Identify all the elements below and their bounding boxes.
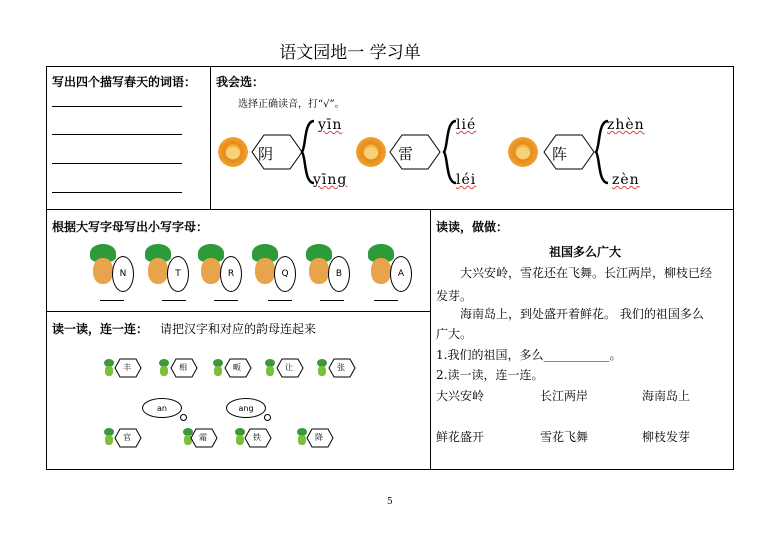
reading-paragraph: 发芽。 (436, 289, 473, 303)
lowercase-answer-line[interactable] (100, 300, 124, 301)
sun-icon (508, 137, 538, 167)
choose-char: 雷 (398, 145, 414, 163)
uppercase-letter: N (112, 256, 134, 292)
pinyin-option[interactable]: lié (456, 117, 477, 133)
frog-icon (212, 359, 224, 377)
lowercase-answer-line[interactable] (162, 300, 186, 301)
match-item[interactable]: 柳枝发芽 (642, 430, 691, 444)
divider-mid (46, 311, 431, 312)
frog-icon (158, 359, 170, 377)
divider-top-row (46, 209, 734, 210)
match-item[interactable]: 雪花飞舞 (540, 430, 589, 444)
connect-char[interactable]: 官 (123, 433, 131, 442)
spring-words-header: 写出四个描写春天的词语： (52, 75, 197, 89)
question-2: 2.读一读，连一连。 (436, 368, 544, 382)
final-cloud[interactable]: ang (226, 398, 266, 418)
pinyin-option[interactable]: yīn (318, 117, 343, 133)
uppercase-letter: Q (274, 256, 296, 292)
page-title: 语文园地一 学习单 (279, 43, 421, 63)
pinyin-option[interactable]: léi (456, 172, 477, 188)
pinyin-option[interactable]: yīng (313, 172, 348, 188)
choose-header: 我会选： (216, 75, 265, 89)
choose-char: 阵 (552, 145, 568, 163)
reading-title: 祖国多么广大 (548, 245, 621, 259)
connect-char[interactable]: 霜 (199, 433, 207, 442)
frog-icon (264, 359, 276, 377)
letters-header: 根据大写字母写出小写字母： (52, 220, 209, 234)
connect-char[interactable]: 丰 (123, 363, 131, 372)
lowercase-answer-line[interactable] (320, 300, 344, 301)
page-number: 5 (387, 497, 393, 507)
choose-char: 阴 (258, 145, 274, 163)
answer-line-1[interactable] (52, 106, 182, 107)
frog-icon (316, 359, 328, 377)
connect-instruction: 请把汉字和对应的韵母连起来 (160, 322, 317, 336)
uppercase-letter: R (220, 256, 242, 292)
connect-header: 读一读，连一连： (52, 322, 149, 336)
question-1: 1.我们的祖国，多么___________。 (436, 348, 622, 362)
uppercase-letter: T (167, 256, 189, 292)
divider-v1 (210, 66, 211, 209)
pinyin-option[interactable]: zèn (612, 172, 640, 188)
connect-char[interactable]: 相 (179, 363, 187, 372)
answer-line-4[interactable] (52, 192, 182, 193)
connect-char[interactable]: 让 (285, 363, 293, 372)
match-item[interactable]: 大兴安岭 (436, 389, 485, 403)
match-item[interactable]: 长江两岸 (540, 389, 589, 403)
reading-paragraph: 海南岛上，到处盛开着鲜花。 我们的祖国多么 (460, 307, 704, 321)
match-item[interactable]: 海南岛上 (642, 389, 691, 403)
lowercase-answer-line[interactable] (374, 300, 398, 301)
uppercase-letter: A (390, 256, 412, 292)
connect-char[interactable]: 铁 (253, 433, 261, 442)
connect-char[interactable]: 张 (337, 363, 345, 372)
uppercase-letter: B (328, 256, 350, 292)
choose-instruction: 选择正确读音，打“√”。 (238, 99, 345, 110)
pinyin-option[interactable]: zhèn (607, 117, 645, 133)
final-cloud[interactable]: an (142, 398, 182, 418)
lowercase-answer-line[interactable] (214, 300, 238, 301)
reading-paragraph: 广大。 (436, 327, 473, 341)
divider-v2 (430, 209, 431, 470)
lowercase-answer-line[interactable] (268, 300, 292, 301)
connect-char[interactable]: 畈 (233, 363, 241, 372)
reading-paragraph: 大兴安岭，雪花还在飞舞。长江两岸，柳枝已经 (460, 266, 713, 280)
match-item[interactable]: 鲜花盛开 (436, 430, 485, 444)
answer-line-2[interactable] (52, 134, 182, 135)
reading-header: 读读，做做： (436, 220, 509, 234)
connect-char[interactable]: 降 (315, 433, 323, 442)
answer-line-3[interactable] (52, 163, 182, 164)
